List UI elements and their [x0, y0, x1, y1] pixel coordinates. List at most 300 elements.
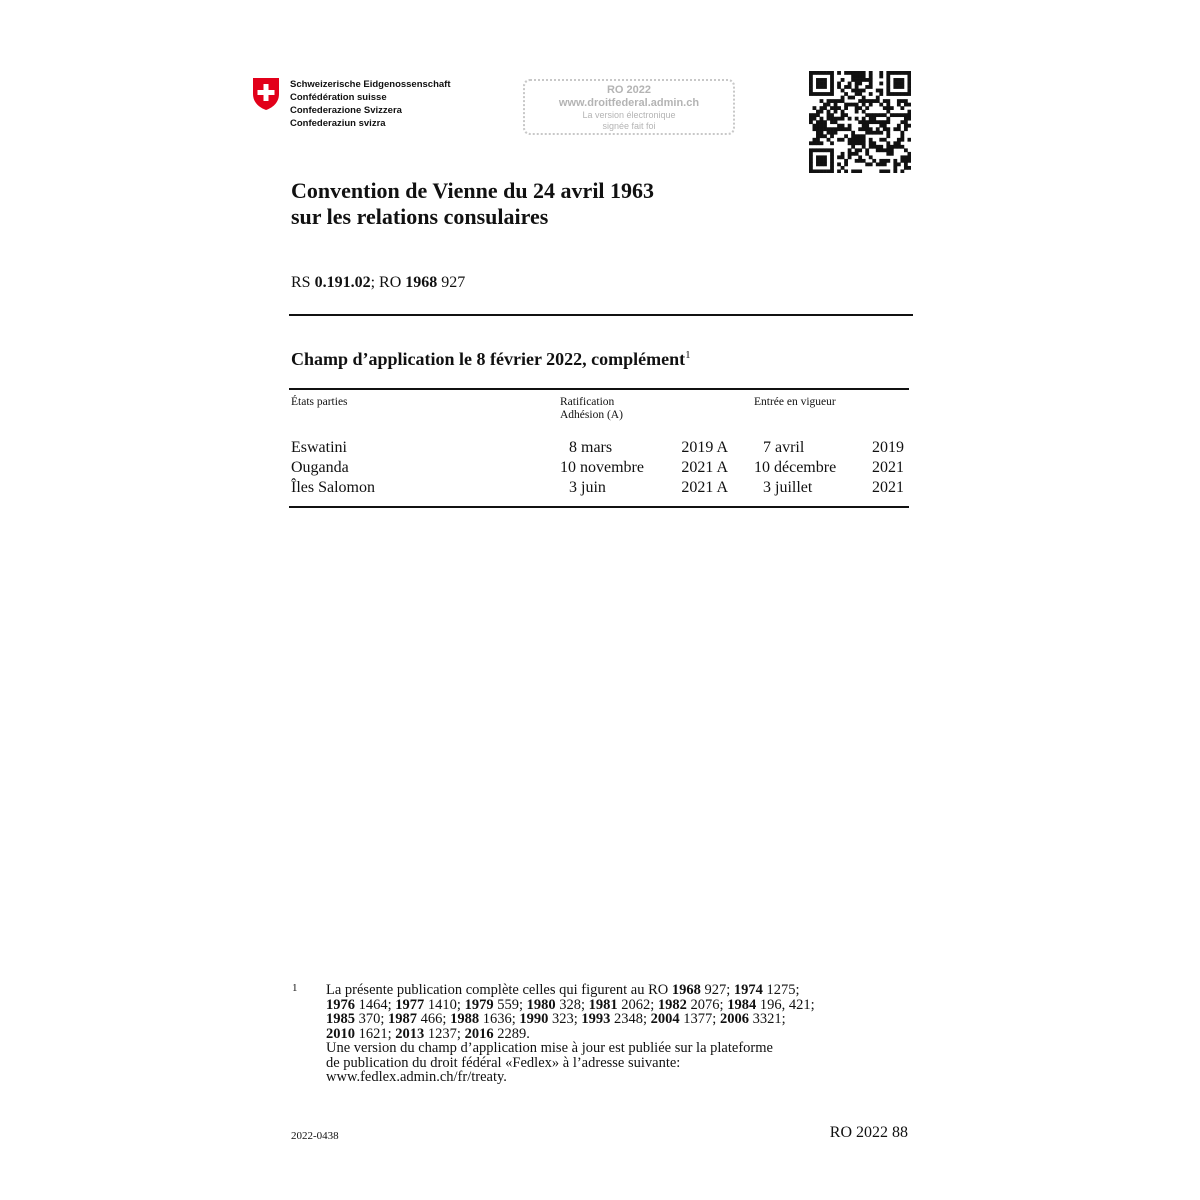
qr-module — [827, 138, 831, 142]
qr-module — [848, 96, 852, 100]
qr-module — [820, 117, 824, 121]
footnote-segment: 1976 — [326, 996, 355, 1013]
qr-module — [851, 96, 855, 100]
qr-module — [834, 103, 838, 107]
qr-module — [883, 99, 887, 103]
qr-module — [893, 92, 897, 96]
footnote-line — [326, 1056, 886, 1071]
qr-module — [865, 131, 869, 135]
footnote-line — [326, 983, 886, 998]
footnote-line — [326, 1012, 886, 1027]
qr-module — [897, 162, 901, 166]
qr-module — [820, 155, 824, 159]
qr-module — [830, 127, 834, 131]
qr-module — [893, 159, 897, 163]
qr-module — [809, 155, 813, 159]
qr-module — [869, 78, 873, 82]
qr-module — [841, 96, 845, 100]
footnote-segment: 323; — [548, 1011, 582, 1027]
qr-module — [883, 120, 887, 124]
table-bottom-rule — [289, 506, 909, 508]
qr-module — [844, 134, 848, 138]
qr-module — [890, 71, 894, 75]
qr-module — [844, 71, 848, 75]
qr-module — [869, 75, 873, 79]
title-line-2: sur les relations consulaires — [291, 204, 549, 229]
qr-module — [816, 127, 820, 131]
qr-module — [879, 138, 883, 142]
qr-module — [900, 120, 904, 124]
qr-module — [809, 85, 813, 89]
qr-module — [837, 99, 841, 103]
ro-reference: RO 2022 88 — [829, 1124, 908, 1141]
qr-module — [830, 131, 834, 135]
qr-module — [823, 127, 827, 131]
qr-module — [897, 138, 901, 142]
qr-module — [823, 169, 827, 173]
stamp-line-2: www.droitfederal.admin.ch — [558, 97, 700, 109]
qr-module — [886, 159, 890, 163]
qr-module — [844, 106, 848, 110]
qr-module — [830, 106, 834, 110]
qr-module — [816, 85, 820, 89]
qr-module — [904, 120, 908, 124]
qr-module — [883, 138, 887, 142]
qr-module — [841, 127, 845, 131]
qr-module — [816, 92, 820, 96]
qr-module — [844, 113, 848, 117]
qr-module — [855, 75, 859, 79]
qr-module — [823, 162, 827, 166]
qr-module — [900, 92, 904, 96]
qr-module — [872, 120, 876, 124]
qr-module — [886, 110, 890, 114]
footnote-segment: 1980 — [526, 996, 556, 1013]
qr-module — [879, 103, 883, 107]
qr-module — [844, 127, 848, 131]
qr-module — [851, 71, 855, 75]
footnote-segment: 1979 — [464, 996, 494, 1013]
qr-module — [893, 127, 897, 131]
qr-module — [904, 166, 908, 170]
qr-module — [830, 89, 834, 93]
qr-module — [841, 138, 845, 142]
official-stamp — [523, 79, 735, 135]
cell-ratification-year: 2019 A — [681, 439, 728, 456]
qr-module — [830, 120, 834, 124]
qr-module — [900, 82, 904, 86]
confederation-name-de: Schweizerische Eidgenossenschaft — [290, 79, 451, 90]
qr-module — [816, 113, 820, 117]
qr-module — [827, 110, 831, 114]
qr-module — [848, 141, 852, 145]
stamp-line-3: La version électronique — [582, 110, 676, 120]
qr-module — [858, 120, 862, 124]
qr-module — [823, 92, 827, 96]
qr-module — [883, 124, 887, 128]
qr-module — [904, 113, 908, 117]
qr-module — [862, 89, 866, 93]
qr-module — [886, 85, 890, 89]
qr-module — [823, 134, 827, 138]
qr-module — [830, 75, 834, 79]
footnote-line[interactable] — [326, 1070, 886, 1085]
qr-module — [907, 138, 911, 142]
qr-module — [837, 82, 841, 86]
qr-module — [869, 103, 873, 107]
qr-module — [858, 89, 862, 93]
footnote-segment: 1985 — [326, 1011, 355, 1027]
qr-module — [883, 113, 887, 117]
qr-module — [855, 169, 859, 173]
qr-module — [907, 103, 911, 107]
qr-module — [851, 169, 855, 173]
qr-module — [907, 71, 911, 75]
qr-module — [844, 85, 848, 89]
footnote-segment: 1275; — [762, 982, 800, 998]
qr-module — [907, 166, 911, 170]
qr-module — [897, 78, 901, 82]
qr-module — [904, 92, 908, 96]
footnote-segment: de publication du droit fédéral «Fedlex» à l’adresse suivante: — [326, 1054, 681, 1071]
qr-module — [830, 162, 834, 166]
qr-module — [848, 155, 852, 159]
cell-entry-date: 10 décembre — [754, 459, 837, 476]
footnote-segment: 1977 — [395, 996, 425, 1013]
title-line-1: Convention de Vienne du 24 avril 1963 — [291, 178, 655, 203]
qr-module — [862, 141, 866, 145]
qr-module — [820, 99, 824, 103]
ro-year: 1968 — [405, 274, 438, 291]
qr-module — [855, 85, 859, 89]
qr-module — [883, 162, 887, 166]
qr-module — [855, 138, 859, 142]
qr-module — [897, 124, 901, 128]
qr-module — [823, 124, 827, 128]
footnote-segment: 1968 — [671, 982, 701, 998]
qr-module — [879, 162, 883, 166]
qr-module — [897, 99, 901, 103]
qr-module — [834, 127, 838, 131]
qr-module — [907, 155, 911, 159]
qr-module — [827, 117, 831, 121]
footnote-segment: 1621; — [355, 1025, 396, 1042]
qr-module — [876, 145, 880, 149]
qr-module — [834, 106, 838, 110]
qr-module — [872, 159, 876, 163]
qr-module — [904, 71, 908, 75]
qr-module — [834, 99, 838, 103]
qr-module — [837, 124, 841, 128]
qr-module — [862, 96, 866, 100]
column-header-ratification-line1: Ratification — [560, 396, 615, 408]
qr-module — [883, 159, 887, 163]
ro-page: 927 — [441, 274, 466, 291]
qr-module — [907, 117, 911, 121]
qr-module — [862, 134, 866, 138]
qr-module — [904, 103, 908, 107]
qr-module — [851, 138, 855, 142]
qr-module — [851, 75, 855, 79]
qr-module — [813, 127, 817, 131]
qr-module — [827, 71, 831, 75]
qr-module — [820, 134, 824, 138]
qr-module — [862, 159, 866, 163]
qr-module — [809, 152, 813, 156]
qr-module — [841, 166, 845, 170]
qr-module — [830, 159, 834, 163]
column-header-ratification-line2: Adhésion (A) — [560, 409, 623, 421]
qr-module — [886, 82, 890, 86]
footnote-segment: 1987 — [388, 1011, 418, 1027]
qr-module — [904, 162, 908, 166]
cell-state: Îles Salomon — [291, 479, 375, 496]
qr-module — [841, 110, 845, 114]
qr-module — [865, 127, 869, 131]
qr-module — [848, 82, 852, 86]
footnote-segment: 466; — [417, 1011, 451, 1027]
qr-module — [858, 138, 862, 142]
qr-module — [865, 78, 869, 82]
qr-module — [886, 92, 890, 96]
qr-module — [816, 82, 820, 86]
qr-module — [907, 113, 911, 117]
qr-module — [886, 145, 890, 149]
section-divider — [289, 314, 913, 316]
qr-module — [837, 85, 841, 89]
qr-module — [830, 92, 834, 96]
qr-module — [813, 124, 817, 128]
qr-module — [837, 106, 841, 110]
qr-module — [900, 131, 904, 135]
footnote-segment: 1237; — [424, 1025, 465, 1042]
qr-module — [855, 148, 859, 152]
qr-module — [862, 138, 866, 142]
qr-module — [886, 131, 890, 135]
qr-module — [827, 92, 831, 96]
qr-module — [848, 124, 852, 128]
footnote-segment: 2348; — [610, 1011, 651, 1027]
qr-module — [830, 85, 834, 89]
qr-module — [820, 110, 824, 114]
footnote-segment: 2004 — [650, 1011, 680, 1027]
qr-module — [900, 159, 904, 163]
reference-line — [291, 274, 465, 292]
cell-entry-date: 3 juillet — [763, 479, 813, 496]
footnote-segment: 1464; — [355, 996, 396, 1013]
qr-module — [858, 169, 862, 173]
qr-module — [890, 106, 894, 110]
qr-module — [858, 106, 862, 110]
qr-module — [841, 113, 845, 117]
qr-module — [816, 141, 820, 145]
qr-module — [893, 71, 897, 75]
qr-module — [855, 103, 859, 107]
footnote-line — [326, 1027, 886, 1042]
footnote-segment: 2013 — [395, 1025, 425, 1042]
footnote-segment: 1988 — [450, 1011, 480, 1027]
qr-module — [834, 117, 838, 121]
table-top-rule — [289, 388, 909, 390]
qr-module — [858, 134, 862, 138]
qr-module — [879, 124, 883, 128]
qr-module — [855, 141, 859, 145]
section-heading-text: Champ d’application le 8 février 2022, complément — [291, 349, 686, 369]
cell-entry-year: 2021 — [872, 459, 904, 476]
qr-module — [879, 89, 883, 93]
qr-module — [869, 162, 873, 166]
qr-module — [869, 155, 873, 159]
qr-module — [809, 75, 813, 79]
qr-module — [886, 120, 890, 124]
qr-module — [900, 85, 904, 89]
qr-module — [813, 117, 817, 121]
qr-module — [883, 169, 887, 173]
footnote-segment: 927; — [700, 982, 734, 998]
qr-module — [858, 99, 862, 103]
qr-module — [869, 92, 873, 96]
qr-module — [886, 134, 890, 138]
qr-module — [827, 103, 831, 107]
qr-module — [900, 71, 904, 75]
footnote-segment: 2016 — [464, 1025, 494, 1042]
qr-module — [890, 113, 894, 117]
footnote-segment: 2076; — [686, 996, 728, 1013]
qr-module — [834, 131, 838, 135]
qr-module — [879, 169, 883, 173]
qr-module — [823, 82, 827, 86]
qr-module — [876, 131, 880, 135]
qr-module — [865, 106, 869, 110]
qr-module — [855, 159, 859, 163]
qr-module — [823, 106, 827, 110]
qr-module — [809, 159, 813, 163]
qr-module — [813, 141, 817, 145]
qr-module — [823, 120, 827, 124]
qr-module — [858, 148, 862, 152]
ro-label: RO — [379, 274, 402, 291]
confederation-name-it: Confederazione Svizzera — [290, 105, 402, 116]
qr-module — [893, 166, 897, 170]
qr-module — [837, 127, 841, 131]
qr-module — [900, 99, 904, 103]
qr-module — [872, 113, 876, 117]
qr-module — [848, 127, 852, 131]
qr-module — [907, 78, 911, 82]
rs-label: RS — [291, 274, 311, 291]
qr-module — [820, 159, 824, 163]
qr-module — [848, 85, 852, 89]
qr-module — [830, 117, 834, 121]
qr-module — [876, 96, 880, 100]
qr-module — [823, 78, 827, 82]
qr-module — [893, 145, 897, 149]
footnote-line — [326, 998, 886, 1013]
qr-module — [893, 113, 897, 117]
qr-module — [879, 71, 883, 75]
qr-module — [851, 134, 855, 138]
qr-module — [830, 113, 834, 117]
qr-module — [893, 78, 897, 82]
footnote-line — [326, 1041, 886, 1056]
qr-module — [848, 152, 852, 156]
qr-module — [886, 106, 890, 110]
footnote-segment: 328; — [555, 996, 589, 1013]
qr-module — [851, 103, 855, 107]
qr-module — [830, 99, 834, 103]
qr-module — [855, 78, 859, 82]
footnote-segment: 2010 — [326, 1025, 355, 1042]
qr-module — [893, 162, 897, 166]
footnote-number: 1 — [292, 982, 298, 994]
qr-module — [858, 78, 862, 82]
qr-module — [820, 162, 824, 166]
qr-module — [897, 92, 901, 96]
qr-module — [830, 78, 834, 82]
qr-module — [813, 106, 817, 110]
qr-module — [816, 120, 820, 124]
qr-module — [876, 162, 880, 166]
footnote-segment: 196, 421; — [756, 996, 815, 1013]
qr-module — [862, 120, 866, 124]
qr-module — [834, 120, 838, 124]
qr-module — [809, 148, 813, 152]
qr-module — [869, 71, 873, 75]
footnote-segment: La présente publication complète celles qui figurent au RO — [326, 982, 672, 998]
qr-module — [886, 75, 890, 79]
qr-module — [876, 89, 880, 93]
qr-module — [851, 131, 855, 135]
qr-module — [907, 124, 911, 128]
qr-module — [823, 159, 827, 163]
qr-module — [904, 127, 908, 131]
qr-module — [851, 141, 855, 145]
qr-module — [886, 152, 890, 156]
cell-ratification-year: 2021 A — [681, 459, 728, 476]
footnote-segment: www.fedlex.admin.ch/fr/treaty. — [326, 1069, 507, 1085]
qr-module — [858, 155, 862, 159]
qr-module — [830, 82, 834, 86]
cell-ratification-date: 3 juin — [569, 479, 606, 496]
qr-module — [865, 152, 869, 156]
confederation-name-rm: Confederaziun svizra — [290, 118, 386, 129]
cell-entry-year: 2021 — [872, 479, 904, 496]
qr-module — [876, 148, 880, 152]
qr-module — [855, 106, 859, 110]
qr-module — [862, 110, 866, 114]
qr-module — [883, 106, 887, 110]
qr-module — [879, 131, 883, 135]
qr-module — [879, 145, 883, 149]
qr-module — [886, 89, 890, 93]
qr-module — [855, 117, 859, 121]
qr-module — [820, 82, 824, 86]
qr-module — [879, 120, 883, 124]
qr-module — [809, 120, 813, 124]
qr-module — [897, 141, 901, 145]
qr-module — [844, 159, 848, 163]
qr-module — [897, 103, 901, 107]
qr-module — [886, 148, 890, 152]
column-header-ratification — [560, 396, 623, 422]
qr-module — [823, 71, 827, 75]
qr-module — [816, 78, 820, 82]
qr-module — [820, 71, 824, 75]
qr-module — [869, 138, 873, 142]
qr-module — [893, 85, 897, 89]
footnote-segment: 1984 — [727, 996, 757, 1013]
document-id: 2022-0438 — [291, 1130, 339, 1142]
